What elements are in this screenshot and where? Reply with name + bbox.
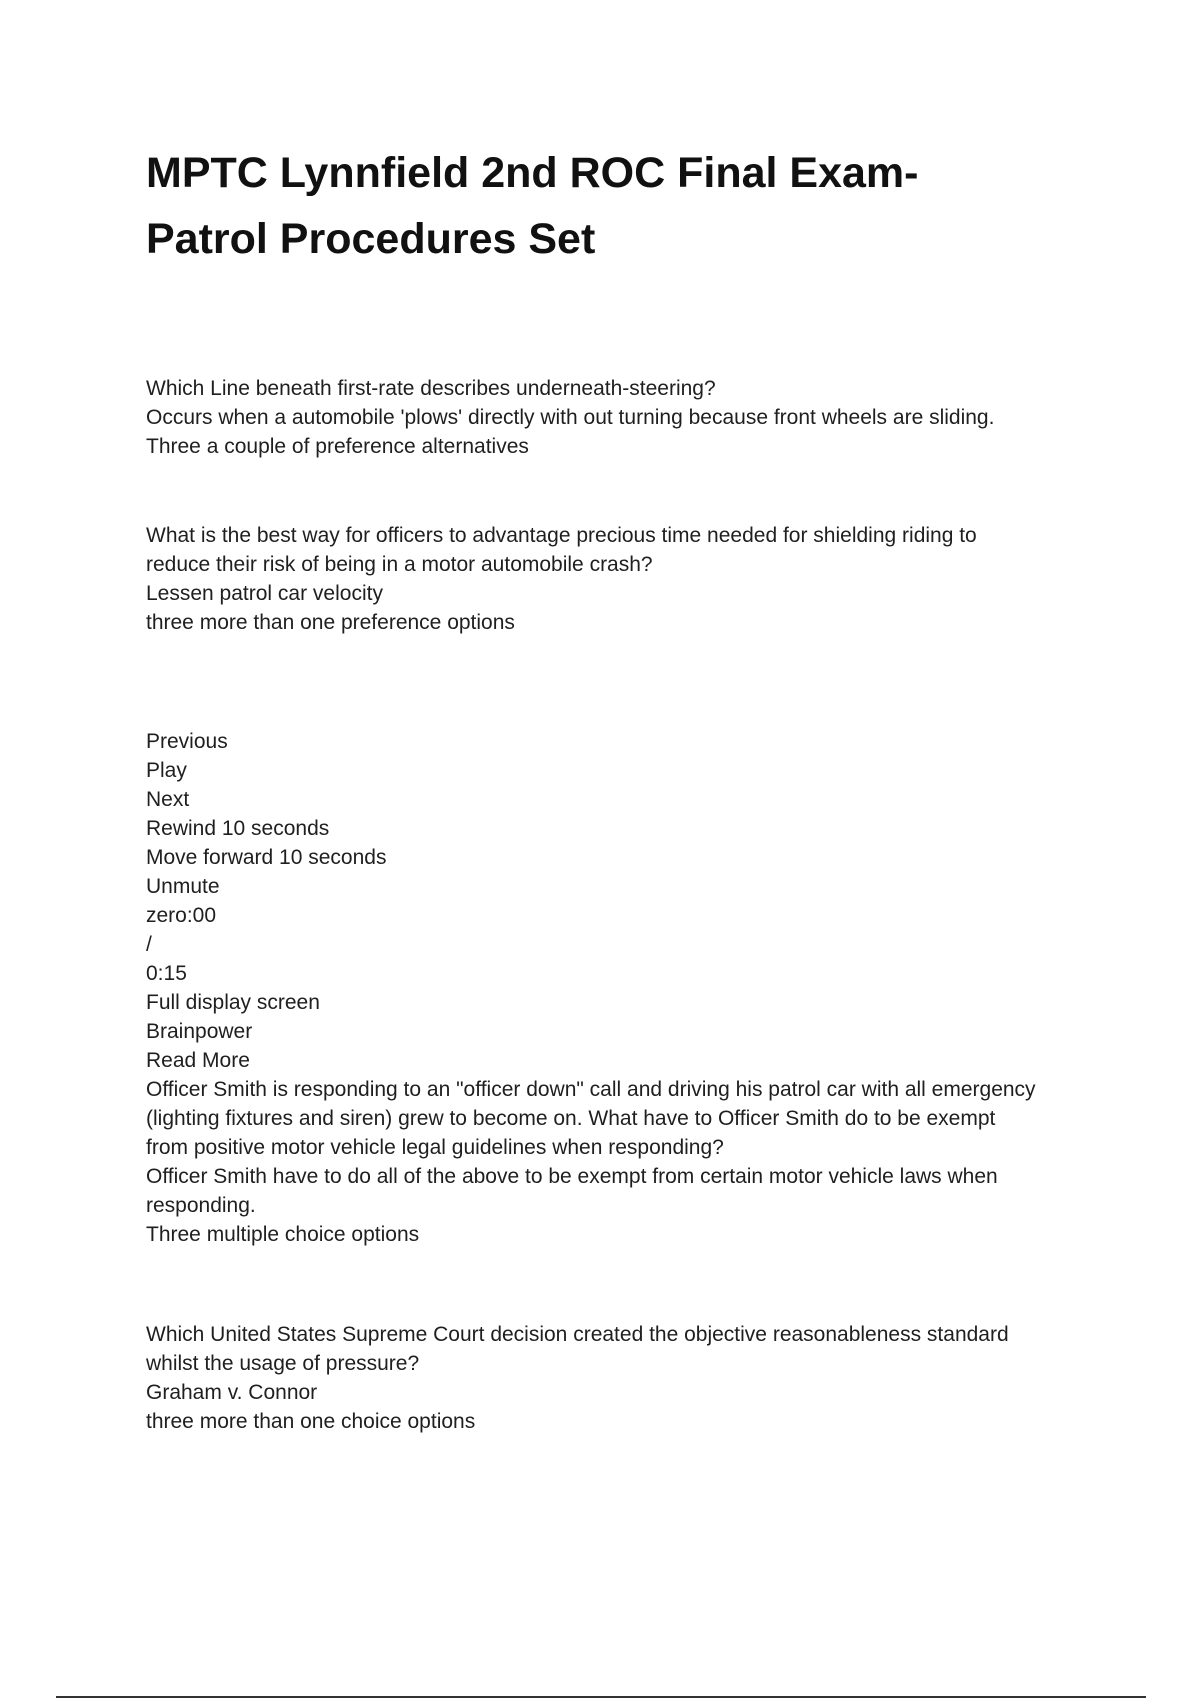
page-title <box>146 140 1046 272</box>
duration: 0:15 <box>146 962 187 985</box>
answer-text: Lessen patrol car velocity <box>146 582 383 605</box>
qa-block-understeer <box>146 374 1096 461</box>
options-note: Three a couple of preference alternatives <box>146 435 529 458</box>
answer-text-line-1: Officer Smith have to do all of the above to be exempt from certain motor vehicle laws when <box>146 1165 998 1188</box>
title-line-1: MPTC Lynnfield 2nd ROC Final Exam- <box>146 149 919 197</box>
answer-text: Occurs when a automobile 'plows' directly with out turning because front wheels are sliding. <box>146 406 995 429</box>
unmute-button[interactable]: Unmute <box>146 875 220 898</box>
current-time: zero:00 <box>146 904 217 927</box>
read-more-link[interactable]: Read More <box>146 1049 250 1072</box>
question-text-line-2: reduce their risk of being in a motor automobile crash? <box>146 553 653 576</box>
question-text-line-2: whilst the usage of pressure? <box>146 1352 420 1375</box>
options-note: Three multiple choice options <box>146 1223 420 1246</box>
qa-block-patrol-speed <box>146 521 1096 637</box>
question-text-line-2: (lighting fixtures and siren) grew to become on. What have to Officer Smith do to be exempt <box>146 1107 996 1130</box>
next-button[interactable]: Next <box>146 788 190 811</box>
brand-label: Brainpower <box>146 1020 253 1043</box>
options-note: three more than one choice options <box>146 1410 476 1433</box>
answer-text: Graham v. Connor <box>146 1381 318 1404</box>
time-separator: / <box>146 933 152 956</box>
forward-button[interactable]: Move forward 10 seconds <box>146 846 387 869</box>
question-text-line-1: Officer Smith is responding to an "officer down" call and driving his patrol car with all emergency <box>146 1078 1036 1101</box>
page-bottom-rule <box>56 1696 1146 1698</box>
question-text: Which Line beneath first-rate describes underneath-steering? <box>146 377 716 400</box>
fullscreen-button[interactable]: Full display screen <box>146 991 320 1014</box>
previous-button[interactable]: Previous <box>146 730 228 753</box>
question-text-line-1: Which United States Supreme Court decision created the objective reasonableness standard <box>146 1323 1009 1346</box>
qa-block-graham-v-connor <box>146 1320 1096 1436</box>
rewind-button[interactable]: Rewind 10 seconds <box>146 817 330 840</box>
question-text-line-1: What is the best way for officers to advantage precious time needed for shielding riding to <box>146 524 977 547</box>
play-button[interactable]: Play <box>146 759 187 782</box>
media-player-controls <box>146 727 1096 1249</box>
options-note: three more than one preference options <box>146 611 515 634</box>
question-text-line-3: from positive motor vehicle legal guidelines when responding? <box>146 1136 724 1159</box>
title-line-2: Patrol Procedures Set <box>146 215 596 263</box>
answer-text-line-2: responding. <box>146 1194 256 1217</box>
